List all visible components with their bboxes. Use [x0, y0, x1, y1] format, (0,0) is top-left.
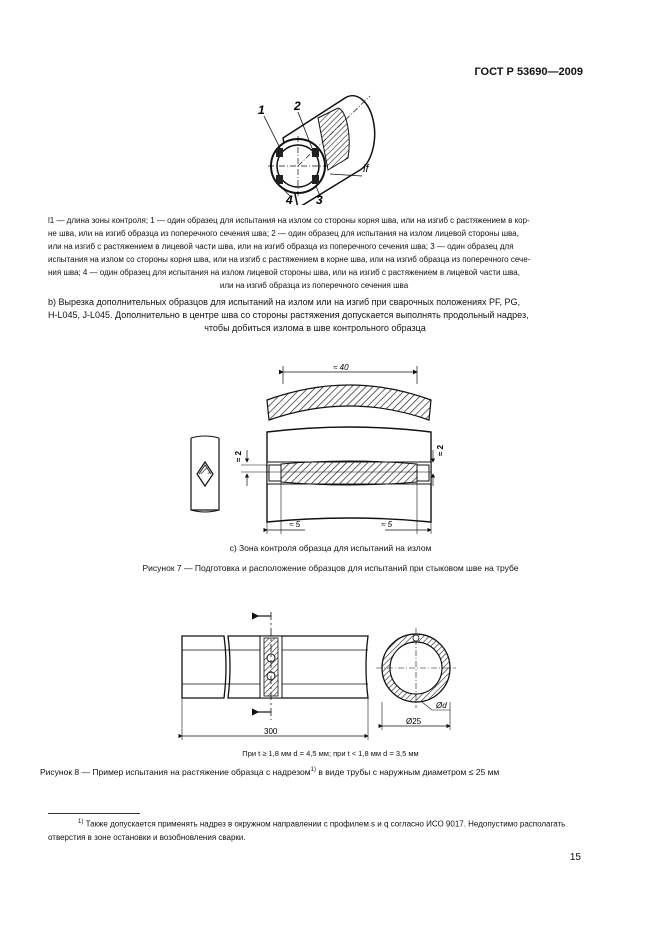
label-1: 1	[258, 103, 265, 117]
legend-line: испытания на излом со стороны корня шва, или на изгиб с растяжением в корне шва, или на изгиб образца из поперечного сече-	[48, 255, 531, 264]
label-lf: lf	[363, 163, 369, 175]
legend-line: или на изгиб образца из поперечного сечения шва	[219, 281, 409, 290]
legend-line: l1 — длина зоны контроля; 1 — один образец для испытания на излом со стороны корня шва, или на изгиб с растяжением в кор-	[48, 216, 530, 225]
label-4: 4	[286, 193, 293, 205]
dim-left-bottom: ≈ 5	[289, 520, 301, 529]
figure-b-legend	[48, 214, 580, 292]
dim-right-bottom: ≈ 5	[381, 520, 393, 529]
dim-top: ≈ 40	[333, 363, 349, 372]
dim-outer-diameter: Ø25	[406, 717, 422, 726]
figure-8-caption-main: Рисунок 8 — Пример испытания на растяжение образца с надрезом	[40, 767, 311, 777]
legend-line: или на изгиб с растяжением в лицевой части шва, или на изгиб образца из поперечного сечения шва; 3 — один образец для	[48, 242, 514, 251]
footnote	[48, 816, 578, 844]
figure-8-diagram	[176, 612, 476, 746]
dim-vertical-right: ≈ 2	[436, 444, 445, 456]
dim-vertical-left: ≈ 2	[234, 450, 243, 462]
dim-length: 300	[264, 727, 278, 736]
figure-8-caption	[40, 767, 630, 777]
figure-c-caption: с) Зона контроля образца для испытаний на излом	[229, 543, 432, 553]
figure-b-caption	[48, 296, 582, 335]
figure-8-note: При t ≥ 1,8 мм d = 4,5 мм; при t < 1,8 мм d = 3,5 мм	[242, 749, 419, 758]
figure-8-caption-tail: в виде трубы с наружным диаметром ≤ 25 мм	[315, 767, 500, 777]
label-2: 2	[294, 99, 301, 113]
caption-line: b) Вырезка дополнительных образцов для испытаний на излом или на изгиб при сварочных положениях PF, PG,	[48, 297, 521, 307]
footnote-text: Также допускается применять надрез в окружном направлении с профилем s и q согласно ИСО 9017. Недопустимо располагать отверстия в зоне остановки и возобновления сварки.	[48, 819, 566, 842]
footnote-separator	[48, 813, 140, 814]
label-3: 3	[316, 193, 323, 205]
legend-line: не шва, или на изгиб образца из поперечного сечения шва; 2 — один образец для испытания на излом лицевой стороны шва,	[48, 229, 519, 238]
figure-b-pipe-diagram	[250, 90, 390, 205]
figure-8-caption-sup: 1)	[310, 767, 316, 774]
page-number: 15	[569, 852, 581, 863]
caption-line: чтобы добиться излома в шве контрольного образца	[204, 323, 426, 333]
caption-line: H-L045, J-L045. Дополнительно в центре шва со стороны растяжения допускается выполнять продольный надрез,	[48, 310, 529, 320]
figure-7-caption: Рисунок 7 — Подготовка и расположение образцов для испытаний при стыковом шве на трубе	[142, 563, 519, 573]
standard-number: ГОСТ Р 53690—2009	[474, 66, 583, 78]
figure-c-diagram	[185, 362, 445, 538]
dim-hole-d: Ød	[436, 701, 447, 710]
legend-line: ния шва; 4 — один образец для испытания на излом лицевой стороны шва, или на изгиб с растяжением в лицевой части шва,	[48, 268, 520, 277]
footnote-marker: 1)	[78, 819, 84, 825]
